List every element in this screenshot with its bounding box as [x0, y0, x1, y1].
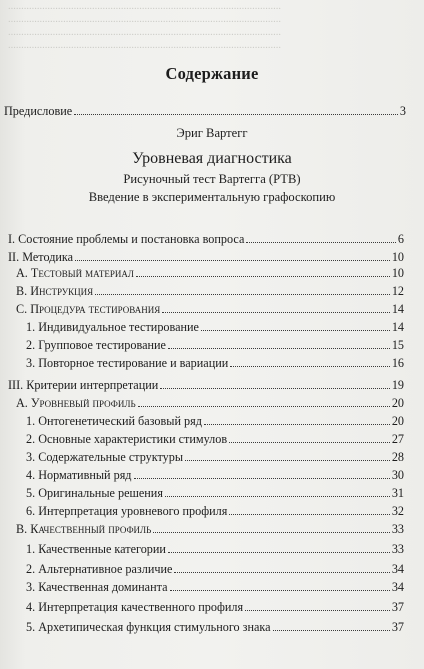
toc-entry[interactable]	[16, 522, 404, 536]
toc-entry-label: А. Уровневый профиль	[16, 396, 136, 410]
toc-entry-label: 1. Качественные категории	[26, 542, 166, 556]
toc-entry-label: А. Тестовый материал	[16, 266, 134, 280]
dot-leader	[185, 460, 390, 461]
toc-page-number: 16	[391, 356, 404, 370]
toc-entry[interactable]	[16, 302, 404, 316]
dot-leader	[95, 294, 390, 295]
dot-leader	[134, 478, 390, 479]
toc-entry-preface[interactable]	[4, 104, 406, 118]
dot-leader	[230, 366, 390, 367]
toc-entry[interactable]	[26, 486, 404, 500]
toc-entry-label: В. Качественный профиль	[16, 522, 152, 536]
toc-page-number: 20	[391, 414, 404, 428]
dot-leader	[229, 442, 390, 443]
dot-leader	[204, 424, 390, 425]
toc-entry[interactable]	[26, 504, 404, 518]
toc-page-number: 20	[391, 396, 404, 410]
toc-page-number: 10	[391, 250, 404, 264]
dot-leader	[170, 590, 390, 591]
toc-entry[interactable]	[26, 542, 404, 556]
dot-leader	[168, 552, 390, 553]
toc-page-number: 14	[391, 320, 404, 334]
toc-entry[interactable]	[16, 396, 404, 410]
toc-entry-label: 5. Оригинальные решения	[26, 486, 163, 500]
toc-entry[interactable]	[26, 620, 404, 634]
toc-entry[interactable]	[8, 378, 404, 392]
toc-entry[interactable]	[8, 250, 404, 264]
dot-leader	[273, 630, 390, 631]
toc-entry[interactable]	[26, 600, 404, 614]
toc-page-number: 15	[391, 338, 404, 352]
toc-page-number: 3	[399, 104, 406, 118]
toc-entry-label: 4. Нормативный ряд	[26, 468, 132, 482]
toc-entry-label: III. Критерии интерпретации	[8, 378, 159, 392]
toc-entry-label: 3. Содержательные структуры	[26, 450, 184, 464]
toc-page-number: 6	[397, 232, 404, 246]
toc-entry[interactable]	[26, 562, 404, 576]
toc-page-number: 10	[391, 266, 404, 280]
toc-page-number: 14	[391, 302, 404, 316]
toc-entry-label: I. Состояние проблемы и постановка вопроса	[8, 232, 245, 246]
toc-entry[interactable]	[26, 320, 404, 334]
toc-entry[interactable]	[16, 284, 404, 298]
work-title: Уровневая диагностика	[132, 150, 292, 167]
dot-leader	[229, 514, 389, 515]
toc-page-number: 19	[391, 378, 404, 392]
toc-entry[interactable]	[26, 338, 404, 352]
toc-entry-label: 2. Групповое тестирование	[26, 338, 166, 352]
toc-entry-label: 3. Повторное тестирование и вариации	[26, 356, 229, 370]
toc-entry-label: 6. Интерпретация уровневого профиля	[26, 504, 228, 518]
toc-entry[interactable]	[16, 266, 404, 280]
toc-entry-label: 2. Основные характеристики стимулов	[26, 432, 228, 446]
toc-entry[interactable]	[26, 450, 404, 464]
dot-leader	[160, 388, 390, 389]
toc-page-number: 30	[391, 468, 404, 482]
dot-leader	[201, 330, 390, 331]
toc-page-number: 34	[391, 562, 404, 576]
toc-page-number: 37	[391, 600, 404, 614]
dot-leader	[153, 532, 389, 533]
toc-page-number: 28	[391, 450, 404, 464]
toc-entry[interactable]	[26, 432, 404, 446]
toc-page-number: 33	[391, 542, 404, 556]
toc-entry[interactable]	[8, 232, 404, 246]
toc-entry[interactable]	[26, 580, 404, 594]
toc-entry-label: 4. Интерпретация качественного профиля	[26, 600, 244, 614]
toc-entry-label: С. Процедура тестирования	[16, 302, 161, 316]
dot-leader	[245, 610, 390, 611]
toc-entry-label: 2. Альтернативное различие	[26, 562, 173, 576]
toc-page-number: 37	[391, 620, 404, 634]
toc-entry-label: 5. Архетипическая функция стимульного знака	[26, 620, 271, 634]
toc-page-number: 32	[391, 504, 404, 518]
dot-leader	[168, 348, 390, 349]
bleed-through-text: ........................................................................................................ ........................................................................................................ ........................................................................................................ ........................................................................................................	[8, 1, 281, 51]
toc-page-number: 31	[391, 486, 404, 500]
toc-entry[interactable]	[26, 468, 404, 482]
toc-entry-label: В. Инструкция	[16, 284, 94, 298]
dot-leader	[162, 312, 390, 313]
dot-leader	[75, 260, 390, 261]
contents-heading: Содержание	[165, 64, 259, 83]
work-subtitle-1: Рисуночный тест Вартегга (РТВ)	[123, 172, 301, 186]
toc-entry-label: 1. Онтогенетический базовый ряд	[26, 414, 202, 428]
toc-page-number: 12	[391, 284, 404, 298]
dot-leader	[246, 242, 396, 243]
toc-entry[interactable]	[26, 414, 404, 428]
dot-leader	[165, 496, 390, 497]
dot-leader	[138, 406, 390, 407]
toc-entry-label: Предисловие	[4, 104, 73, 118]
dot-leader	[136, 276, 390, 277]
author-name: Эриг Вартегг	[176, 126, 248, 140]
dot-leader	[74, 114, 398, 115]
toc-page-number: 34	[391, 580, 404, 594]
dot-leader	[174, 572, 389, 573]
toc-entry-label: II. Методика	[8, 250, 74, 264]
toc-page-number: 33	[391, 522, 404, 536]
toc-entry-label: 3. Качественная доминанта	[26, 580, 168, 594]
toc-entry[interactable]	[26, 356, 404, 370]
toc-entry-label: 1. Индивидуальное тестирование	[26, 320, 199, 334]
work-subtitle-2: Введение в экспериментальную графоскопию	[88, 190, 336, 204]
toc-page-number: 27	[391, 432, 404, 446]
